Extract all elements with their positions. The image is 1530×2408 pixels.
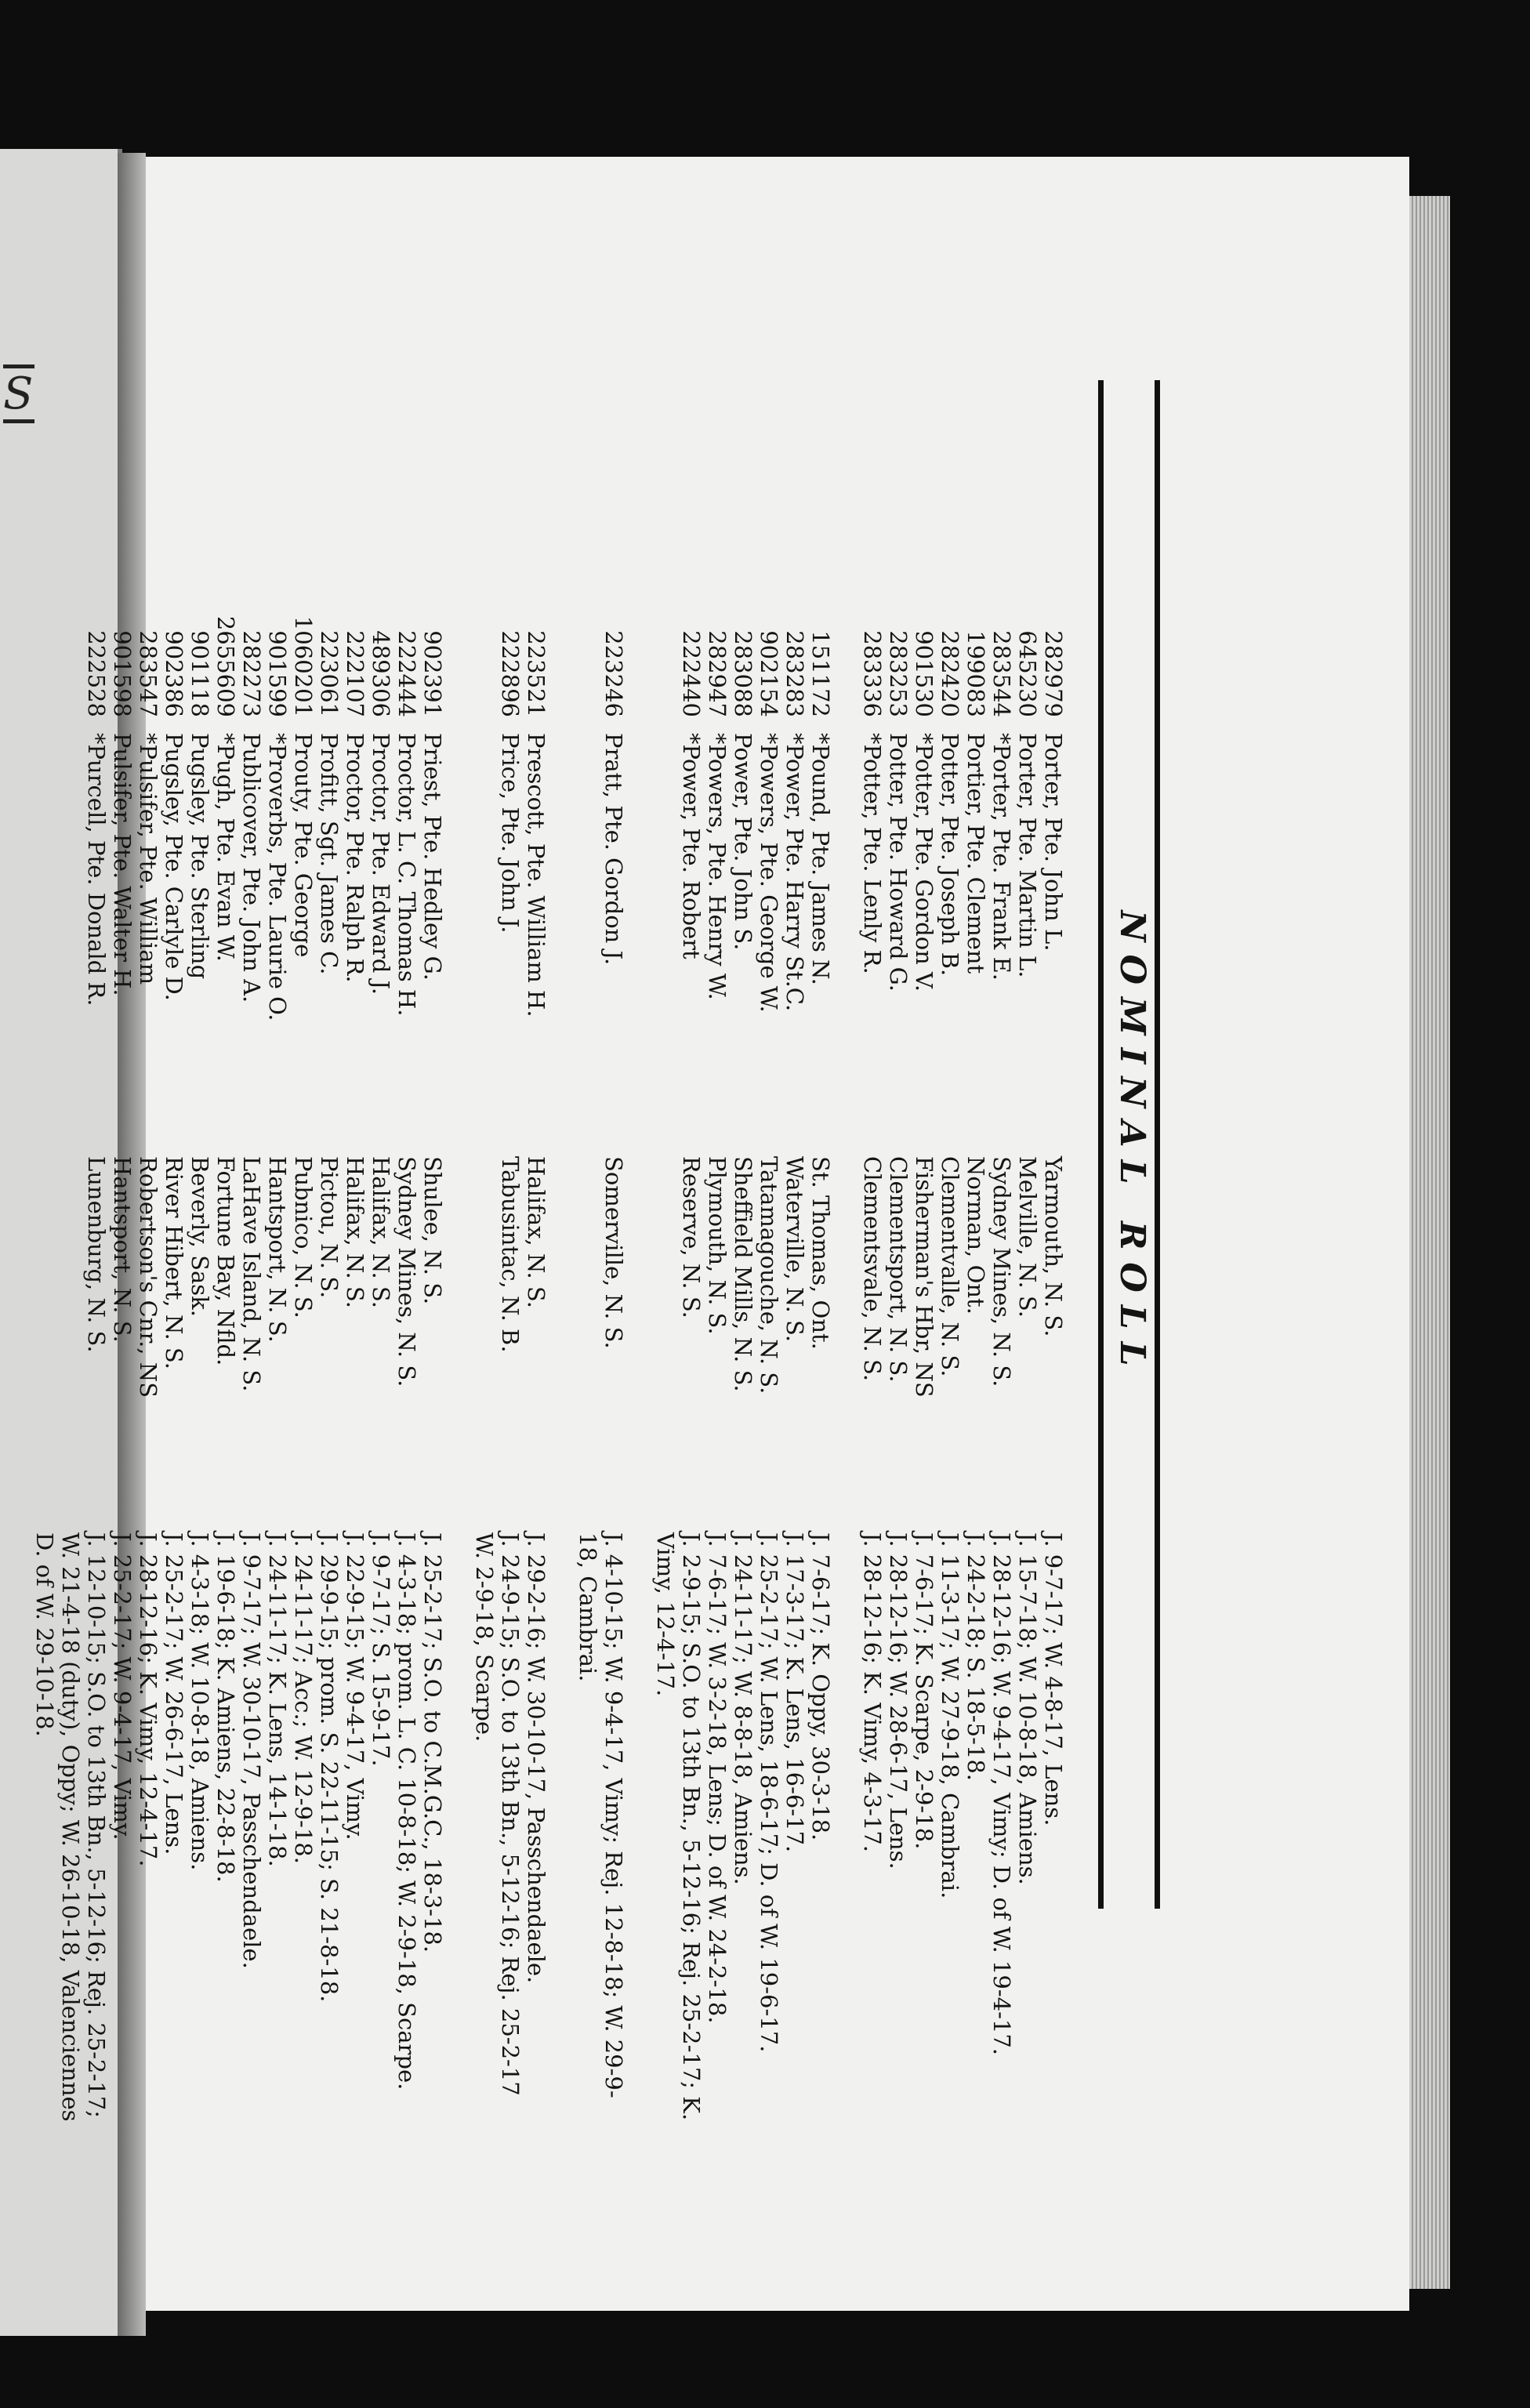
soldier-name: Power, Pte. John S. [730,733,756,951]
facing-page-letter: S [3,364,34,423]
soldier-name: Proctor, L. C. Thomas H. [393,733,420,1017]
soldier-name: Potter, Pte. Joseph B. [937,733,963,977]
roll-entry [885,349,911,2152]
regimental-number: 282420 [937,630,963,717]
service-record: J. 24-11-17; W. 8-8-18, Amiens. [730,1532,756,1885]
roll-entry [937,349,963,2152]
soldier-name: Pulsifer, Pte. Walter H. [109,733,136,996]
roll-entry [290,349,316,2152]
regimental-number: 282273 [238,630,265,717]
roll-entry [575,349,626,2152]
home-town: Hantsport, N. S. [264,1156,291,1343]
soldier-name: Potter, Pte. Howard G. [885,733,912,992]
home-town: Halifax, N. S. [523,1156,549,1308]
home-town: Lunenburg, N. S. [83,1156,110,1353]
roll-entry [187,349,212,2152]
roll-entry [393,349,419,2152]
regimental-number: 283253 [885,630,912,717]
home-town: Robertson's Cnr., NS [135,1156,161,1398]
roll-entry [730,349,756,2152]
regimental-number: 222444 [393,630,420,717]
roll-entry [756,349,781,2152]
regimental-number: 223246 [600,630,627,717]
service-record: J. 25-2-17; W. Lens, 18-6-17; D. of W. 19-6-17. [756,1532,782,2053]
service-record: J. 25-2-17; W. 26-6-17, Lens. [161,1532,187,1855]
service-record: J. 24-2-18; S. 18-5-18. [963,1532,989,1781]
regimental-number: 489306 [368,630,394,717]
service-record: J. 28-12-16; K. Vimy, 4-3-17. [859,1532,886,1852]
regimental-number: 283544 [988,630,1015,717]
home-town: Sydney Mines, N. S. [988,1156,1015,1387]
home-town: LaHave Island, N. S. [238,1156,265,1392]
soldier-name: Portier, Pte. Clement [963,733,989,974]
service-record: J. 28-12-16; K. Vimy, 12-4-17. [135,1532,161,1867]
roll-entry [419,349,445,2152]
home-town: Waterville, N. S. [781,1156,808,1343]
soldier-name: *Power, Pte. Robert [678,733,705,959]
roll-entry [1040,349,1066,2152]
roll-entry [523,349,549,2152]
home-town: Tabusintac, N. B. [497,1156,524,1353]
service-record: J. 7-6-17; K. Scarpe, 2-9-18. [911,1532,937,1850]
regimental-number: 151172 [807,630,834,717]
roll-entry [316,349,342,2152]
roll-entry [161,349,187,2152]
service-record: J. 2-9-15; S.O. to 13th Bn., 5-12-16; Rej. 25-2-17; K. Vimy, 12-4-17. [652,1532,705,2121]
home-town: Clementvalle, N. S. [937,1156,963,1377]
roll-entry [135,349,161,2152]
soldier-name: Prescott, Pte. William H. [523,733,549,1017]
service-record: J. 22-9-15; W. 9-4-17, Vimy. [342,1532,368,1840]
service-record: J. 25-2-17; S.O. to C.M.G.C., 18-3-18. [419,1532,446,1953]
home-town: River Hibert, N. S. [161,1156,187,1369]
soldier-name: *Pound, Pte. James N. [807,733,834,985]
soldier-name: *Powers, Pte. George W. [756,733,782,1013]
soldier-name: *Porter, Pte. Frank E. [988,733,1015,981]
soldier-name: Priest, Pte. Hedley G. [419,733,446,981]
roll-entry [471,349,523,2152]
regimental-number: 2655609 [212,615,239,717]
service-record: J. 11-3-17; W. 27-9-18, Cambrai. [937,1532,963,1899]
home-town: Reserve, N. S. [678,1156,705,1318]
service-record: J. 25-2-17; W. 9-4-17, Vimy. [109,1532,136,1840]
page-title: NOMINAL ROLL [1112,910,1152,1379]
service-record: J. 24-11-17; K. Lens, 14-1-18. [264,1532,291,1867]
regimental-number: 901530 [911,630,937,717]
regimental-number: 222107 [342,630,368,717]
soldier-name: *Pulsifer, Pte. William [135,733,161,985]
service-record: J. 12-10-15; S.O. to 13th Bn., 5-12-16; Rej. 25-2-17; W. 21-4-18 (duty), Oppy; W. 26-10-18, Valenciennes D. of W. 29-10-18. [31,1532,110,2122]
regimental-number: 223061 [316,630,343,717]
regimental-number: 901599 [264,630,291,717]
home-town: Norman, Ont. [963,1156,989,1315]
service-record: J. 9-7-17; S. 15-9-17. [368,1532,394,1767]
home-town: Pictou, N. S. [316,1156,343,1299]
regimental-number: 283547 [135,630,161,717]
regimental-number: 902386 [161,630,187,717]
home-town: Shulee, N. S. [419,1156,446,1305]
rotated-page-content [31,349,1160,2152]
regimental-number: 222896 [497,630,524,717]
roll-entry [988,349,1014,2152]
home-town: Clementsvale, N. S. [859,1156,886,1382]
header-top-rule [1155,380,1160,1909]
roll-entry [781,349,807,2152]
soldier-name: Proctor, Pte. Ralph R. [342,733,368,983]
soldier-name: Profitt, Sgt. James C. [316,733,343,975]
soldier-name: *Power, Pte. Harry St.C. [781,733,808,1012]
roll-entry [911,349,937,2152]
home-town: Tatamagouche, N. S. [756,1156,782,1394]
service-record: J. 28-12-16; W. 28-6-17, Lens. [885,1532,912,1869]
header-bottom-rule [1098,380,1104,1909]
regimental-number: 901118 [187,630,213,717]
roll-entry [652,349,704,2152]
soldier-name: Pratt, Pte. Gordon J. [600,733,627,966]
soldier-name: Pugsley, Pte. Sterling [187,733,213,980]
service-record: J. 15-7-18; W. 10-8-18, Amiens. [1014,1532,1041,1885]
soldier-name: Porter, Pte. John L. [1040,733,1067,952]
service-record: J. 9-7-17; W. 30-10-17, Passchendaele. [238,1532,265,1969]
roll-entry [963,349,988,2152]
home-town: Pubnico, N. S. [290,1156,317,1318]
soldier-name: Pugsley, Pte. Carlyle D. [161,733,187,1001]
soldier-name: *Purcell, Pte. Donald R. [83,733,110,1006]
soldier-name: Prouty, Pte. George [290,733,317,958]
roll-entry [238,349,264,2152]
soldier-name: *Proverbs, Pte. Laurie O. [264,733,291,1021]
home-town: Fortune Bay, Nfld. [212,1156,239,1366]
page-edges [1409,196,1450,2289]
roll-entry [1014,349,1040,2152]
service-record: J. 24-9-15; S.O. to 13th Bn., 5-12-16; Rej. 25-2-17 W. 2-9-18, Scarpe. [471,1532,524,2096]
home-town: Halifax, N. S. [342,1156,368,1308]
home-town: Clementsport, N. S. [885,1156,912,1383]
roll-entry [342,349,368,2152]
regimental-number: 222528 [83,630,110,717]
home-town: Halifax, N. S. [368,1156,394,1308]
roll-entry [109,349,135,2152]
service-record: J. 29-9-15; prom. S. 22-11-15; S. 21-8-18. [316,1532,343,2003]
soldier-name: *Potter, Pte. Gordon V. [911,733,937,992]
service-record: J. 29-2-16; W. 30-10-17, Passchendaele. [523,1532,549,1984]
soldier-name: *Powers, Pte. Henry W. [704,733,731,1000]
roll-entry [212,349,238,2152]
home-town: Hantsport, N. S. [109,1156,136,1343]
soldier-name: Price, Pte. John J. [497,733,524,934]
soldier-name: Publicover, Pte. John A. [238,733,265,1003]
soldier-name: Proctor, Pte. Edward J. [368,733,394,995]
home-town: Sydney Mines, N. S. [393,1156,420,1387]
regimental-number: 222440 [678,630,705,717]
home-town: Fisherman's Hbr, NS [911,1156,937,1398]
soldier-name: *Potter, Pte. Lenly R. [859,733,886,974]
service-record: J. 9-7-17; W. 4-8-17, Lens. [1040,1532,1067,1826]
roll-entry [368,349,393,2152]
service-record: J. 7-6-17; K. Oppy, 30-3-18. [807,1532,834,1841]
home-town: Somerville, N. S. [600,1156,627,1349]
regimental-number: 902391 [419,630,446,717]
regimental-number: 282947 [704,630,731,717]
service-record: J. 4-10-15; W. 9-4-17, Vimy; Rej. 12-8-18; W. 29-9-18, Cambrai. [575,1532,627,2098]
roll-entry [807,349,833,2152]
regimental-number: 282979 [1040,630,1067,717]
home-town: Beverly, Sask. [187,1156,213,1317]
service-record: J. 17-3-17; K. Lens, 16-6-17. [781,1532,808,1853]
home-town: Sheffield Mills, N. S. [730,1156,756,1392]
regimental-number: 645230 [1014,630,1041,717]
service-record: J. 28-12-16; W. 9-4-17, Vimy; D. of W. 19-4-17. [988,1532,1015,2055]
regimental-number: 902154 [756,630,782,717]
soldier-name: *Pugh, Pte. Evan W. [212,733,239,962]
service-record: J. 4-3-18; W. 10-8-18, Amiens. [187,1532,213,1871]
service-record: J. 7-6-17; W. 3-2-18, Lens; D. of W. 24-2-18. [704,1532,731,2024]
home-town: Yarmouth, N. S. [1040,1156,1067,1337]
roll-entry [859,349,885,2152]
home-town: Melville, N. S. [1014,1156,1041,1318]
service-record: J. 4-3-18; prom. L. C. 10-8-18; W. 2-9-18, Scarpe. [393,1532,420,2091]
regimental-number: 283088 [730,630,756,717]
regimental-number: 199083 [963,630,989,717]
roll-entry [264,349,290,2152]
soldier-name: Porter, Pte. Martin L. [1014,733,1041,978]
regimental-number: 283336 [859,630,886,717]
home-town: Plymouth, N. S. [704,1156,731,1335]
regimental-number: 283283 [781,630,808,717]
roll-entry [704,349,730,2152]
service-record: J. 19-6-18; K. Amiens, 22-8-18. [212,1532,239,1883]
regimental-number: 223521 [523,630,549,717]
nominal-roll-list [31,349,1066,2152]
regimental-number: 901598 [109,630,136,717]
roll-entry [31,349,109,2152]
service-record: J. 24-11-17; Acc.; W. 12-9-18. [290,1532,317,1864]
home-town: St. Thomas, Ont. [807,1156,834,1350]
regimental-number: 1060201 [290,615,317,717]
